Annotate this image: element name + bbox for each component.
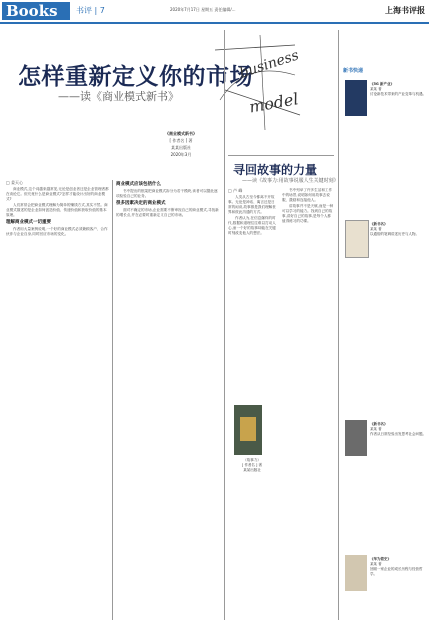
- cover-caption-line: 《故事力》: [243, 458, 261, 462]
- sidebar-book-title: 《新书名》: [370, 222, 388, 226]
- article2-subtitle: ——读《故事力:用故事说服人生关键时刻》: [242, 178, 339, 184]
- column-divider: [224, 30, 225, 620]
- sidebar-book-desc: 讨论新技术带来的产业变革与机遇。: [370, 92, 426, 96]
- article2-cover-caption: [228, 458, 276, 473]
- sidebar-book-meta: 某某 著: [370, 87, 382, 91]
- book-title: 《商业模式新书》: [165, 131, 197, 136]
- diagram-word-business: business: [237, 47, 301, 82]
- column-divider: [338, 30, 339, 620]
- sidebar-book-desc: 作者从日常经验出发思考社会问题。: [370, 432, 426, 436]
- section-tag: Books: [2, 2, 70, 20]
- sidebar-book-cover: [345, 220, 369, 258]
- article1-paragraph: 人们常常会把商业模式理解为简单的赚钱方式,其实不然。商业模式描述的是企业如何创造价值、传递价值和获取价值的基本原理。: [6, 203, 108, 217]
- book-meta-2: 某某出版社: [171, 145, 191, 150]
- sidebar-book-desc: 以通俗的笔调讲述历史与人物。: [370, 232, 419, 236]
- article1-author: □ 姜天心: [6, 180, 24, 185]
- diagram-word-model: model: [247, 89, 300, 117]
- article2-paragraph: 作者认为,在信息爆炸的时代,数据和道理往往难以打动人心,而一个好的故事却能在关键时刻改变他人的想法。: [228, 216, 276, 235]
- article2-author: □ 卢 峰: [228, 188, 243, 193]
- article2-column-1: [228, 188, 278, 403]
- article2-paragraph: 书中列举了许多生活和工作中的场景,说明如何用故事去说服、激励和连接他人。: [282, 188, 333, 202]
- sidebar-book-caption: [370, 222, 426, 237]
- article1-column-1: [6, 180, 110, 620]
- cover-caption-line: 某某出版社: [243, 468, 261, 472]
- sidebar-book-meta: 某某 著: [370, 562, 382, 566]
- book-meta-3: 2020年3月: [170, 152, 192, 157]
- article1-column-2: [116, 180, 220, 620]
- issue-info: 2020年7月17日 星期五 责任编辑/...: [170, 7, 236, 12]
- cover-art: [240, 417, 256, 441]
- article1-section-heading: 商业模式应该包括什么: [116, 182, 161, 187]
- cover-caption-line: [ 作者名 ] 著: [241, 463, 263, 467]
- article-divider: [228, 155, 334, 156]
- sidebar-book-meta: 某某 著: [370, 227, 382, 231]
- sidebar-heading: 新书快递: [343, 68, 364, 74]
- article2-column-2: [282, 188, 334, 618]
- sidebar-book-caption: [370, 82, 426, 97]
- article2-paragraph: 人类从古至今都离不开故事。无论是神话、寓言还是日常的闲谈,故事都是我们理解世界和彼此沟通的方式。: [228, 195, 276, 214]
- sidebar-book-cover: [345, 555, 367, 591]
- business-model-illustration: [205, 30, 315, 140]
- article2-paragraph: 讲故事并不是天赋,而是一种可以学习的能力。找到自己的故事,讲好自己的故事,是每个人都值得练习的功课。: [282, 204, 334, 223]
- article2-book-cover: [234, 405, 262, 455]
- article1-paragraph: 书中提出的框架把商业模式拆分为若干模块,读者可以据此逐项检验自己的业务。: [116, 189, 218, 198]
- article1-paragraph: 商业模式,这个词越来越常见,无论是创业者还是企业管理者都在谈论它。但究竟什么是商业模式?怎样才能设计出好的商业模式?: [6, 187, 109, 201]
- column-divider: [112, 180, 113, 620]
- sidebar-book-caption: [370, 422, 426, 437]
- paper-logo: 上海书评报: [385, 5, 425, 15]
- lead-subhead: ——读《商业模式新书》: [58, 90, 179, 103]
- article1-paragraph: 作者用大量案例说明,一个好的商业模式必须兼顾客户、合作伙伴与企业自身,同时回应市场的变化。: [6, 227, 108, 236]
- article2-title: 寻回故事的力量: [233, 163, 318, 177]
- sidebar-book-title: 《5G 新产业》: [370, 82, 395, 86]
- book-info-card: [142, 130, 220, 172]
- sidebar-book-caption: [370, 557, 426, 577]
- sidebar-book-title: 《新书名》: [370, 422, 388, 426]
- article1-section-heading: 理解商业模式一切重要: [6, 220, 51, 225]
- sidebar-book-title: 《华为简史》: [370, 557, 391, 561]
- masthead: [0, 0, 429, 24]
- sidebar-book-meta: 某某 著: [370, 427, 382, 431]
- sidebar-book-cover: [345, 420, 367, 456]
- sidebar-book-desc: 回顾一家企业的成长历程与经营哲学。: [370, 567, 423, 576]
- article1-paragraph: 面对不确定的市场,企业需要不断审视自己的商业模式,寻找新的增长点,并在必要时重新定义自己的市场。: [116, 208, 219, 217]
- page-section: 书评 | 7: [76, 6, 105, 15]
- book-meta-1: [ 作者名 ] 著: [169, 138, 193, 143]
- sidebar-book-cover: [345, 80, 367, 116]
- article1-section-heading: 很多因素决定的商业模式: [116, 201, 166, 206]
- lead-headline: 怎样重新定义你的市场: [18, 63, 253, 90]
